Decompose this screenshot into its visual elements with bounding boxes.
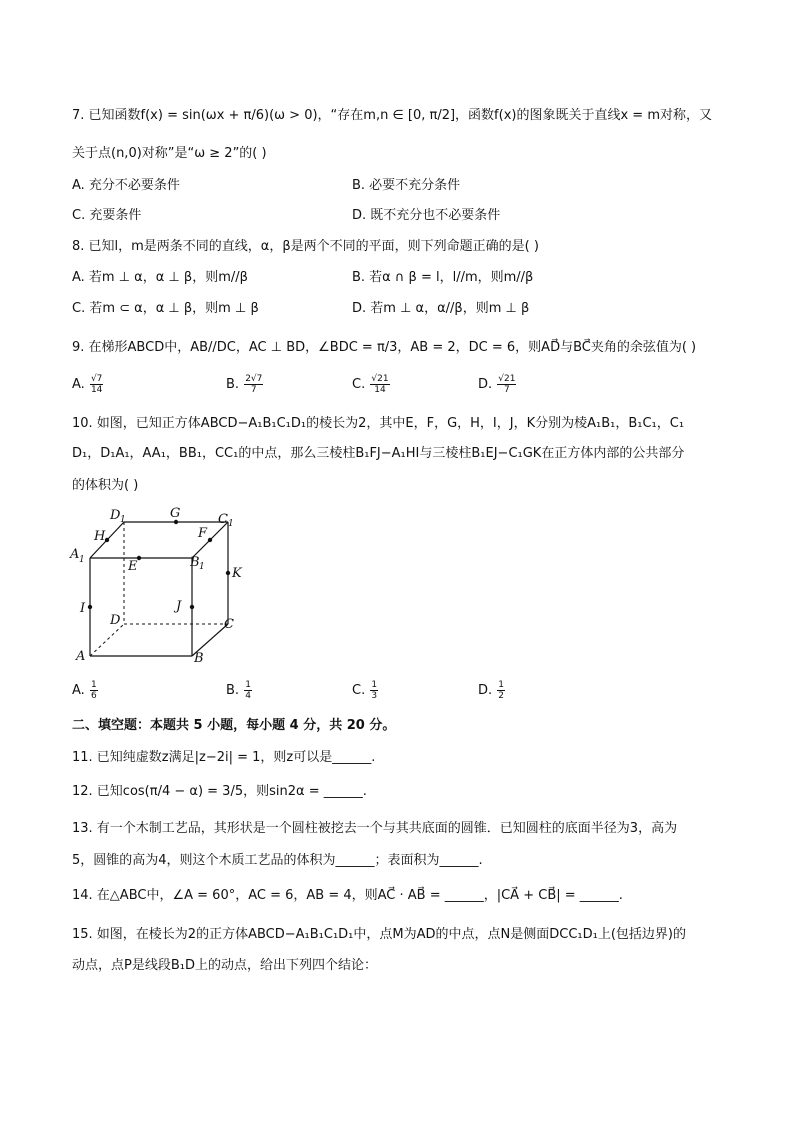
q9-option-b-label: B. <box>226 377 240 392</box>
q15-line1: 15. 如图，在棱长为2的正方体ABCD−A₁B₁C₁D₁中，点M为AD的中点，点N是侧面DCC₁D₁上(包括边界)的 <box>72 927 686 942</box>
q10-option-d-fraction: $\frac{1}{2}$ <box>498 680 505 701</box>
q13-line1: 13. 有一个木制工艺品，其形状是一个圆柱被挖去一个与其共底面的圆锥．已知圆柱的底面半径为3，高为 <box>72 821 678 836</box>
q9-option-b-fraction: $\frac{2√7}{7}$ <box>245 374 263 395</box>
section-fill-blank-heading: 二、填空题：本题共 5 小题，每小题 4 分，共 20 分。 <box>72 718 396 733</box>
label-C1: C <box>218 512 228 527</box>
q8-option-a: A. 若m ⊥ α，α ⊥ β，则m//β <box>72 270 248 285</box>
q10-option-d <box>478 680 506 701</box>
label-D: D <box>110 613 121 628</box>
q9-option-a-fraction: $\frac{√7}{14}$ <box>90 374 103 395</box>
q10-option-a-label: A. <box>72 683 85 698</box>
q15-line2: 动点，点P是线段B₁D上的动点，给出下列四个结论： <box>72 958 377 973</box>
label-B: B <box>194 651 204 666</box>
label-B1: B <box>190 555 200 570</box>
label-D1: D <box>110 508 121 523</box>
q9-option-c <box>352 374 391 395</box>
q12-text: 12. 已知cos(π/4 − α) = 3/5，则sin2α = ______. <box>72 784 367 799</box>
q10-option-b-label: B. <box>226 683 240 698</box>
q13-line2: 5，圆锥的高为4，则这个木质工艺品的体积为______；表面积为______. <box>72 853 483 868</box>
q10-option-c-fraction: $\frac{1}{3}$ <box>371 680 378 701</box>
q14-text: 14. 在△ABC中，∠A = 60°，AC = 6，AB = 4，则AC⃗ · AB⃗ = ______，|CA⃗ + CB⃗| = ______. <box>72 888 623 903</box>
q9-option-d <box>478 374 517 395</box>
q9-option-a-label: A. <box>72 377 85 392</box>
q10-option-a-fraction: $\frac{1}{6}$ <box>90 680 97 701</box>
q9-option-d-fraction: $\frac{√21}{7}$ <box>498 374 516 395</box>
q10-option-d-label: D. <box>478 683 493 698</box>
svg-text:1: 1 <box>79 555 85 565</box>
q9-option-b <box>226 374 264 395</box>
q9-option-c-label: C. <box>352 377 366 392</box>
q9-option-c-fraction: $\frac{√21}{14}$ <box>371 374 389 395</box>
q10-cube-figure <box>64 502 244 666</box>
q11-text: 11. 已知纯虚数z满足|z−2i| = 1，则z可以是______. <box>72 750 376 765</box>
q10-line1: 10. 如图，已知正方体ABCD−A₁B₁C₁D₁的棱长为2，其中E，F，G，H，I，J，K分别为棱A₁B₁，B₁C₁，C₁ <box>72 416 685 431</box>
q7-option-a: A. 充分不必要条件 <box>72 178 180 193</box>
q10-option-c-label: C. <box>352 683 366 698</box>
q10-option-b-fraction: $\frac{1}{4}$ <box>245 680 251 701</box>
q10-option-c <box>352 680 379 701</box>
svg-text:1: 1 <box>120 515 126 525</box>
q8-line1: 8. 已知l，m是两条不同的直线，α，β是两个不同的平面，则下列命题正确的是( ) <box>72 239 539 254</box>
q9-option-d-label: D. <box>478 377 493 392</box>
label-E: E <box>128 559 138 574</box>
label-J: J <box>176 599 182 614</box>
q7-line2: 关于点(n,0)对称”是“ω ≥ 2”的( ) <box>72 146 267 161</box>
label-F: F <box>198 526 208 541</box>
q10-line2: D₁，D₁A₁，AA₁，BB₁，CC₁的中点，那么三棱柱B₁FJ−A₁HI与三棱柱B₁EJ−C₁GK在正方体内部的公共部分 <box>72 446 685 461</box>
q10-option-b <box>226 680 253 701</box>
q7-option-b: B. 必要不充分条件 <box>352 178 461 193</box>
label-K: K <box>232 566 242 581</box>
q9-line1: 9. 在梯形ABCD中，AB//DC，AC ⊥ BD，∠BDC = π/3，AB = 2，DC = 6，则AD⃗与BC⃗夹角的余弦值为( ) <box>72 340 697 355</box>
q7-line1: 7. 已知函数f(x) = sin(ωx + π/6)(ω > 0)，“存在m,n ∈ [0, π/2]，函数f(x)的图象既关于直线x = m对称，又 <box>72 108 712 123</box>
q10-option-a <box>72 680 99 701</box>
q8-option-d: D. 若m ⊥ α，α//β，则m ⊥ β <box>352 301 530 316</box>
svg-text:1: 1 <box>199 562 205 572</box>
label-A: A <box>76 649 86 664</box>
q8-option-b: B. 若α ∩ β = l，l//m，则m//β <box>352 270 534 285</box>
svg-text:1: 1 <box>228 519 234 529</box>
q8-option-c: C. 若m ⊂ α，α ⊥ β，则m ⊥ β <box>72 301 259 316</box>
q7-option-d: D. 既不充分也不必要条件 <box>352 208 501 223</box>
q7-option-c: C. 充要条件 <box>72 208 142 223</box>
label-C: C <box>224 617 234 632</box>
label-G: G <box>170 506 181 521</box>
label-A1: A <box>70 547 80 562</box>
q10-line3: 的体积为( ) <box>72 478 139 493</box>
label-I: I <box>80 601 86 616</box>
label-H: H <box>94 529 106 544</box>
q9-option-a <box>72 374 104 395</box>
